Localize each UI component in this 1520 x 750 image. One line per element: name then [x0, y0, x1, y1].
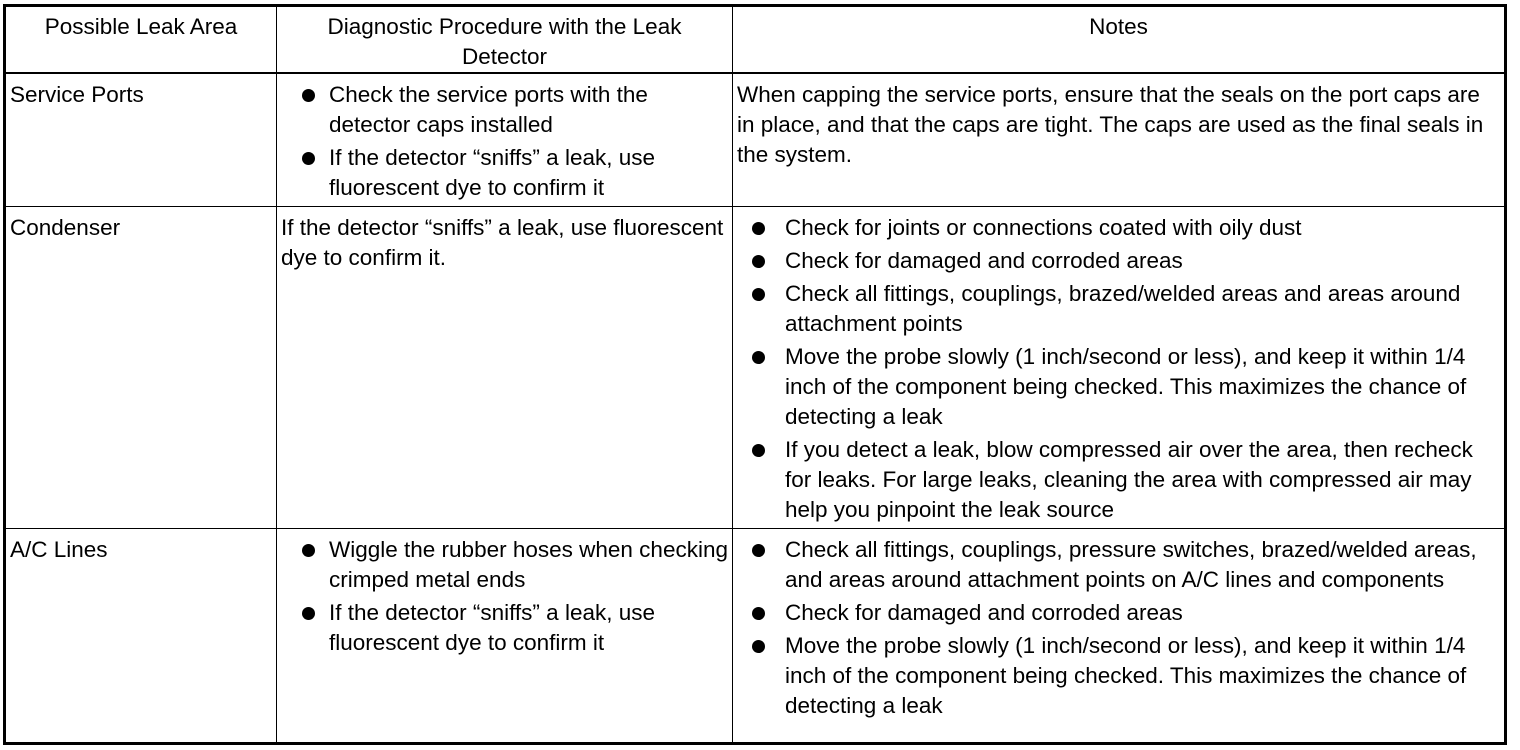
bullet-item: Move the probe slowly (1 inch/second or less), and keep it within 1/4 inch of the component being checked. This maximizes the chance of detecting a leak — [737, 631, 1500, 721]
bullet-item: Check for joints or connections coated with oily dust — [737, 213, 1500, 243]
bullet-item: If you detect a leak, blow compressed air over the area, then recheck for leaks. For large leaks, cleaning the area with compressed air may help you pinpoint the leak source — [737, 435, 1500, 525]
notes-bullet-list — [737, 213, 1500, 525]
table-header-row — [5, 6, 1506, 74]
header-notes: Notes — [733, 6, 1506, 74]
procedure-cell — [277, 529, 733, 744]
leak-area-cell: A/C Lines — [5, 529, 277, 744]
bullet-item: If the detector “sniffs” a leak, use fluorescent dye to confirm it — [281, 143, 728, 203]
leak-area-cell: Condenser — [5, 207, 277, 529]
procedure-cell: If the detector “sniffs” a leak, use fluorescent dye to confirm it. — [277, 207, 733, 529]
bullet-item: Move the probe slowly (1 inch/second or less), and keep it within 1/4 inch of the component being checked. This maximizes the chance of detecting a leak — [737, 342, 1500, 432]
leak-diagnosis-table — [3, 4, 1507, 745]
procedure-cell — [277, 73, 733, 207]
header-possible-leak-area: Possible Leak Area — [5, 6, 277, 74]
bullet-item: Check for damaged and corroded areas — [737, 246, 1500, 276]
bullet-item: Check all fittings, couplings, brazed/welded areas and areas around attachment points — [737, 279, 1500, 339]
notes-cell: When capping the service ports, ensure that the seals on the port caps are in place, and that the caps are tight. The caps are used as the final seals in the system. — [733, 73, 1506, 207]
table-row — [5, 529, 1506, 744]
bullet-item: If the detector “sniffs” a leak, use fluorescent dye to confirm it — [281, 598, 728, 658]
table-row — [5, 73, 1506, 207]
notes-cell — [733, 529, 1506, 744]
header-diagnostic-procedure: Diagnostic Procedure with the Leak Detector — [277, 6, 733, 74]
leak-area-cell: Service Ports — [5, 73, 277, 207]
notes-cell — [733, 207, 1506, 529]
table-row — [5, 207, 1506, 529]
bullet-item: Wiggle the rubber hoses when checking crimped metal ends — [281, 535, 728, 595]
procedure-bullet-list — [281, 80, 728, 203]
bullet-item: Check all fittings, couplings, pressure switches, brazed/welded areas, and areas around attachment points on A/C lines and components — [737, 535, 1500, 595]
notes-bullet-list — [737, 535, 1500, 721]
bullet-item: Check the service ports with the detector caps installed — [281, 80, 728, 140]
bullet-item: Check for damaged and corroded areas — [737, 598, 1500, 628]
procedure-bullet-list — [281, 535, 728, 658]
